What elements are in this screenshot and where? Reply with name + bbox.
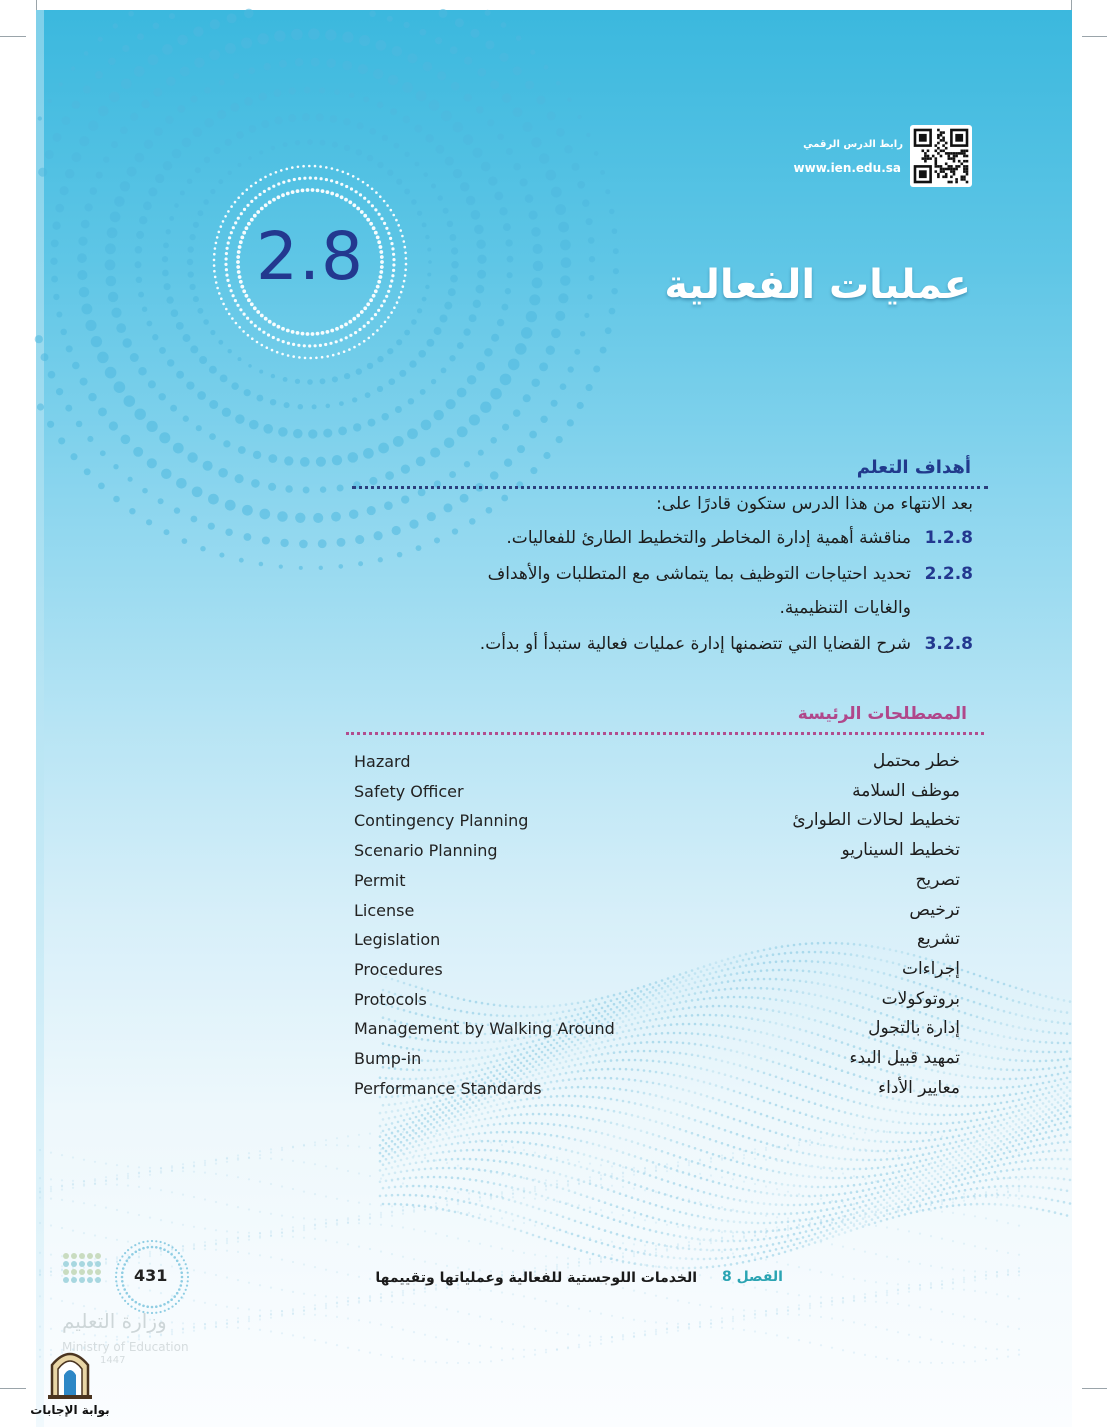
term-arabic: خطر محتمل	[872, 751, 960, 771]
objective-text: شرح القضايا التي تتضمنها إدارة عمليات فعالية ستبدأ أو بدأت.	[479, 634, 911, 654]
objective-text-continued: والغايات التنظيمية.	[779, 598, 911, 618]
term-arabic: ترخيص	[909, 900, 960, 920]
page-number: 431	[134, 1266, 168, 1285]
learning-goals-heading: أهداف التعلم	[856, 457, 971, 478]
page-number-badge	[108, 1240, 196, 1314]
goals-intro: بعد الانتهاء من هذا الدرس ستكون قادرًا على:	[656, 494, 973, 514]
term-arabic: تصريح	[915, 870, 960, 890]
objective-item	[373, 528, 973, 552]
ministry-name-english: Ministry of Education	[62, 1340, 189, 1354]
term-english: Procedures	[354, 960, 443, 979]
term-english: Permit	[354, 871, 406, 890]
ministry-year: 1447	[100, 1355, 126, 1366]
digital-lesson-url[interactable]: www.ien.edu.sa	[793, 161, 901, 175]
objective-item	[373, 564, 973, 624]
term-arabic: معايير الأداء	[878, 1078, 960, 1098]
lesson-title: عمليات الفعالية	[664, 262, 971, 308]
term-arabic: تمهيد قبيل البدء	[849, 1048, 960, 1068]
term-english: Hazard	[354, 752, 411, 771]
objective-text: تحديد احتياجات التوظيف بما يتماشى مع المتطلبات والأهداف	[487, 564, 911, 584]
term-arabic: تشريع	[916, 929, 960, 949]
term-english: Legislation	[354, 930, 441, 949]
term-english: Bump-in	[354, 1049, 422, 1068]
term-arabic: موظف السلامة	[852, 781, 960, 801]
answers-portal-watermark[interactable]	[30, 1345, 110, 1417]
term-english: Safety Officer	[354, 782, 464, 801]
qr-code-icon[interactable]	[910, 125, 972, 187]
term-english: License	[354, 901, 415, 920]
objective-text: مناقشة أهمية إدارة المخاطر والتخطيط الطارئ للفعاليات.	[506, 528, 911, 548]
term-arabic: إدارة بالتجول	[868, 1018, 960, 1038]
answers-portal-label: بوابة الإجابات	[30, 1403, 110, 1417]
lesson-number: 2.8	[256, 218, 364, 295]
ministry-name-arabic: وزارة التعليم	[62, 1309, 167, 1333]
term-english: Performance Standards	[354, 1079, 542, 1098]
ministry-logo-dots	[62, 1252, 106, 1288]
objective-number: 2.2.8	[924, 564, 973, 584]
objective-item	[373, 634, 973, 658]
digital-lesson-label: رابط الدرس الرقمي	[803, 139, 903, 150]
objective-number: 3.2.8	[924, 634, 973, 654]
mosque-arch-icon	[30, 1345, 110, 1401]
term-english: Management by Walking Around	[354, 1019, 615, 1038]
term-english: Scenario Planning	[354, 841, 498, 860]
term-arabic: بروتوكولات	[881, 989, 960, 1009]
chapter-label	[722, 1269, 783, 1285]
terms-dotted-divider	[346, 732, 984, 735]
key-terms-heading: المصطلحات الرئيسة	[797, 704, 967, 724]
objective-number: 1.2.8	[924, 528, 973, 548]
term-english: Protocols	[354, 990, 427, 1009]
chapter-title: الخدمات اللوجستية للفعالية وعملياتها وتقييمها	[375, 1270, 697, 1286]
term-english: Contingency Planning	[354, 811, 529, 830]
chapter-label-text: الفصل	[736, 1269, 783, 1285]
goals-dotted-divider	[352, 486, 988, 489]
chapter-number: 8	[721, 1269, 732, 1285]
term-arabic: تخطيط لحالات الطوارئ	[792, 810, 960, 830]
term-arabic: تخطيط السيناريو	[841, 840, 960, 860]
term-arabic: إجراءات	[901, 959, 960, 979]
